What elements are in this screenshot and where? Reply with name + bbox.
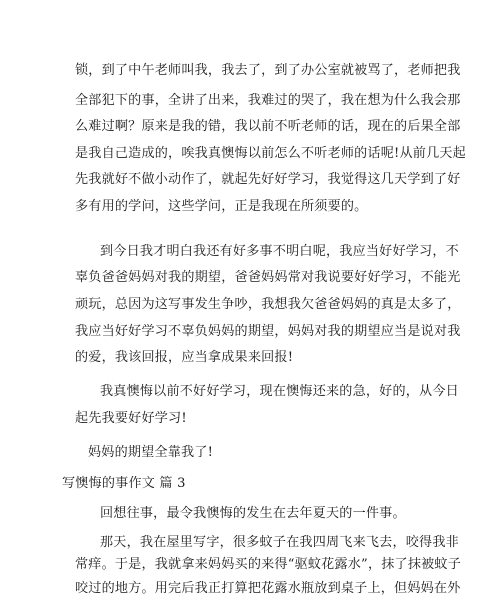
section-line-3: 常痒。于是，我就拿来妈妈买的来得“驱蚊花露水”，抹了抹被蚊子 xyxy=(75,557,462,572)
text-line-13: 起先我要好好学习! xyxy=(75,411,187,426)
text-line-10: 我应当好好学习不辜负妈妈的期望，妈妈对我的期望应当是说对我 xyxy=(75,324,461,339)
text-line-1: 锁，到了中午老师叫我，我去了，到了办公室就被骂了，老师把我 xyxy=(75,63,461,78)
text-line-5: 先我就好不做小动作了，就起先好好学习，我觉得这几天学到了好 xyxy=(75,172,461,187)
text-line-6: 多有用的学问，这些学问，正是我现在所须要的。 xyxy=(75,199,368,214)
text-line-12: 我真懊悔以前不好好学习，现在懊悔还来的急，好的，从今日 xyxy=(100,384,459,399)
section-line-4: 咬过的地方。用完后我正打算把花露水瓶放到桌子上，但妈妈在外 xyxy=(75,581,461,596)
text-line-7: 到今日我才明白我还有好多事不明白呢，我应当好好学习，不 xyxy=(100,244,459,259)
text-line-9: 顽玩，总因为这写事发生争吵，我想我欠爸爸妈妈的真是太多了， xyxy=(75,297,461,312)
section-heading: 写懊悔的事作文 篇 3 xyxy=(62,476,186,491)
text-line-4: 是我自己造成的，唉我真懊悔以前怎么不听老师的话呢!从前几天起 xyxy=(75,146,466,161)
text-line-3: 么难过啊？原来是我的错，我以前不听老师的话，现在的后果全部 xyxy=(75,119,461,134)
text-line-14: 妈妈的期望全靠我了! xyxy=(88,445,214,460)
section-line-1: 回想往事，最令我懊悔的发生在去年夏天的一件事。 xyxy=(100,506,406,521)
text-line-8: 辜负爸爸妈妈对我的期望，爸爸妈妈常对我说要好好学习，不能光 xyxy=(75,270,461,285)
text-line-2: 全部犯下的事，全讲了出来，我难过的哭了，我在想为什么我会那 xyxy=(75,93,461,108)
text-line-11: 的爱，我该回报，应当拿成果来回报! xyxy=(75,350,294,365)
section-line-2: 那天，我在屋里写字，很多蚊子在我四周飞来飞去，咬得我非 xyxy=(100,535,459,550)
